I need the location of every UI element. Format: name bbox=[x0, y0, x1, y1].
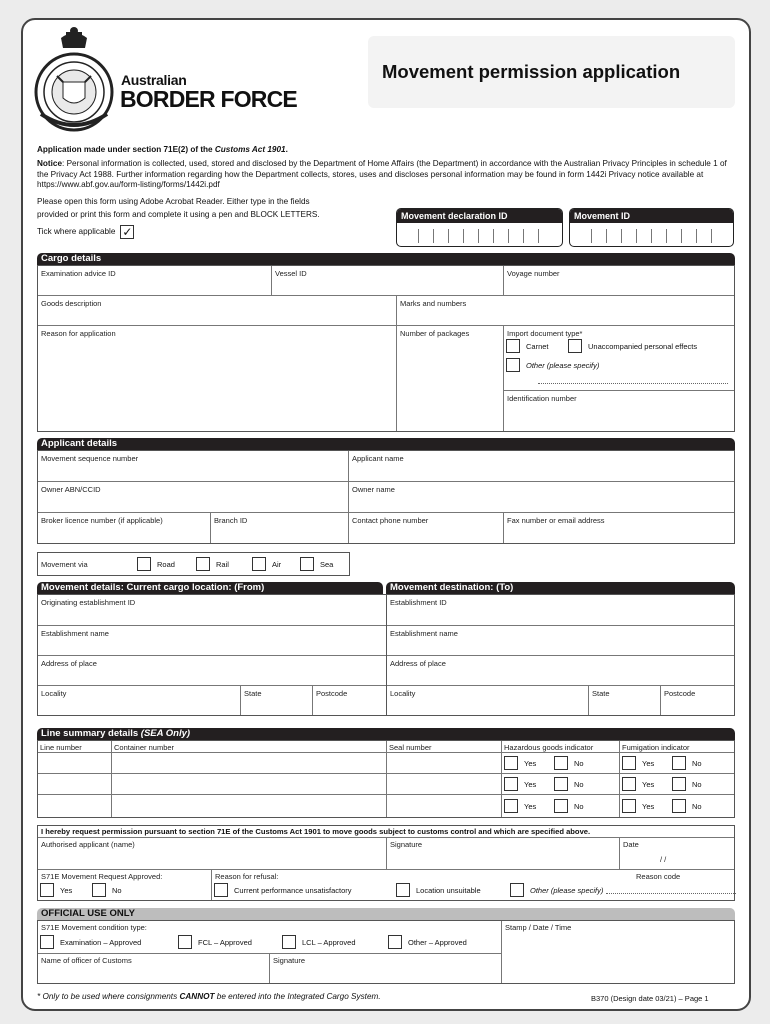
declaration-section bbox=[37, 825, 735, 901]
movement-sequence-number-field[interactable]: Movement sequence number bbox=[38, 451, 349, 482]
from-header: Movement details: Current cargo location: (From) bbox=[37, 582, 383, 594]
fumigation-yes-2[interactable]: Yes bbox=[622, 777, 654, 791]
fumigation-yes-1[interactable]: Yes bbox=[622, 756, 654, 770]
carnet-checkbox[interactable] bbox=[506, 339, 520, 353]
official-use-section bbox=[37, 920, 735, 984]
page-title: Movement permission application bbox=[382, 61, 681, 82]
vessel-id-field[interactable]: Vessel ID bbox=[272, 266, 504, 296]
col-line-number: Line number bbox=[38, 741, 112, 753]
applicant-details-header: Applicant details bbox=[37, 438, 735, 450]
fumigation-yes-3[interactable]: Yes bbox=[622, 799, 654, 813]
hazardous-no-2[interactable]: No bbox=[554, 777, 584, 791]
checkbox[interactable] bbox=[554, 799, 568, 813]
officer-signature-field[interactable]: Signature bbox=[270, 954, 502, 983]
table-row bbox=[620, 774, 734, 795]
refusal-performance[interactable]: Current performance unsatisfactory bbox=[214, 883, 352, 897]
voyage-number-field[interactable]: Voyage number bbox=[504, 266, 734, 296]
hazardous-yes-3[interactable]: Yes bbox=[504, 799, 536, 813]
checkbox[interactable] bbox=[504, 799, 518, 813]
checkbox[interactable] bbox=[672, 799, 686, 813]
movement-id-box bbox=[569, 208, 734, 247]
movement-via-air[interactable]: Air bbox=[252, 557, 281, 571]
to-postcode-field[interactable]: Postcode bbox=[664, 689, 696, 698]
fcl-checkbox[interactable] bbox=[178, 935, 192, 949]
to-locality-field[interactable]: Locality bbox=[387, 686, 589, 715]
to-establishment-id-field[interactable]: Establishment ID bbox=[387, 595, 734, 626]
fumigation-no-1[interactable]: No bbox=[672, 756, 702, 770]
refusal-other[interactable]: Other (please specify) bbox=[510, 883, 736, 897]
to-section bbox=[386, 594, 735, 716]
examination-checkbox[interactable] bbox=[40, 935, 54, 949]
table-row[interactable] bbox=[387, 795, 502, 817]
table-row[interactable] bbox=[38, 774, 112, 795]
condition-type-field: S71E Movement condition type: Examination – Approved FCL – Approved LCL – Approved Other – Approved bbox=[38, 921, 502, 954]
to-state-field[interactable]: State bbox=[589, 686, 661, 715]
fumigation-no-3[interactable]: No bbox=[672, 799, 702, 813]
footer-note: * Only to be used where consignments CANNOT be entered into the Integrated Cargo System. bbox=[37, 992, 381, 1001]
goods-description-field[interactable]: Goods description bbox=[38, 296, 397, 326]
unaccompanied-option[interactable]: Unaccompanied personal effects bbox=[568, 339, 697, 353]
s71e-approved-field: S71E Movement Request Approved: Yes No bbox=[38, 870, 212, 900]
contact-phone-field[interactable]: Contact phone number bbox=[349, 513, 504, 543]
hazardous-no-3[interactable]: No bbox=[554, 799, 584, 813]
rail-checkbox[interactable] bbox=[196, 557, 210, 571]
condition-fcl[interactable]: FCL – Approved bbox=[178, 935, 252, 949]
movement-declaration-id-label: Movement declaration ID bbox=[397, 209, 562, 223]
cargo-details-header: Cargo details bbox=[37, 253, 735, 265]
identification-number-field[interactable]: Identification number bbox=[507, 394, 577, 403]
approved-yes-checkbox[interactable] bbox=[40, 883, 54, 897]
other-specify-line[interactable] bbox=[538, 383, 728, 384]
reason-for-application-field[interactable]: Reason for application bbox=[38, 326, 397, 431]
location-checkbox[interactable] bbox=[396, 883, 410, 897]
to-address-field[interactable]: Address of place bbox=[387, 656, 734, 686]
table-row[interactable] bbox=[38, 753, 112, 774]
applicant-name-field[interactable]: Applicant name bbox=[349, 451, 734, 482]
to-establishment-name-field[interactable]: Establishment name bbox=[387, 626, 734, 656]
org-name-line1: Australian bbox=[121, 72, 187, 88]
line-summary-header: Line summary details (SEA Only) bbox=[37, 728, 735, 740]
declaration-date-field[interactable]: Date / / bbox=[620, 838, 734, 870]
table-row bbox=[620, 753, 734, 774]
movement-via-sea[interactable]: Sea bbox=[300, 557, 333, 571]
number-of-packages-field[interactable]: Number of packages bbox=[397, 326, 504, 431]
instruction-line1: Please open this form using Adobe Acrobat Reader. Either type in the fields bbox=[37, 197, 310, 206]
originating-establishment-id-field[interactable]: Originating establishment ID bbox=[38, 595, 387, 626]
movement-via-road[interactable]: Road bbox=[137, 557, 175, 571]
from-locality-field[interactable]: Locality bbox=[38, 686, 241, 715]
table-row[interactable] bbox=[112, 774, 387, 795]
movement-id-input[interactable] bbox=[576, 229, 733, 243]
lcl-checkbox[interactable] bbox=[282, 935, 296, 949]
from-section bbox=[37, 594, 386, 716]
to-header: Movement destination: (To) bbox=[386, 582, 735, 594]
air-checkbox[interactable] bbox=[252, 557, 266, 571]
movement-declaration-id-input[interactable] bbox=[403, 229, 562, 243]
owner-name-field[interactable]: Owner name bbox=[349, 482, 734, 513]
checkbox[interactable] bbox=[622, 799, 636, 813]
checkbox[interactable] bbox=[554, 777, 568, 791]
made-under: Application made under section 71E(2) of the Customs Act 1901. bbox=[37, 145, 288, 154]
condition-other[interactable]: Other – Approved bbox=[388, 935, 467, 949]
condition-examination[interactable]: Examination – Approved bbox=[40, 935, 141, 949]
applicant-details-section bbox=[37, 450, 735, 544]
table-row[interactable] bbox=[387, 774, 502, 795]
table-row bbox=[620, 795, 734, 817]
instruction-line2: provided or print this form and complete it using a pen and BLOCK LETTERS. bbox=[37, 210, 320, 219]
hazardous-yes-1[interactable]: Yes bbox=[504, 756, 536, 770]
examination-advice-id-field[interactable]: Examination advice ID bbox=[38, 266, 272, 296]
hazardous-no-1[interactable]: No bbox=[554, 756, 584, 770]
authorised-applicant-field[interactable]: Authorised applicant (name) bbox=[38, 838, 387, 870]
other-checkbox[interactable] bbox=[506, 358, 520, 372]
movement-declaration-id-box bbox=[396, 208, 563, 247]
checkbox[interactable] bbox=[622, 756, 636, 770]
approved-no[interactable]: No bbox=[92, 883, 122, 897]
privacy-notice: Notice: Personal information is collected, used, stored and disclosed by the Department of Home Affairs (the Department) in accordance with the Australian Privacy Principles in schedule 1 of the Privacy Act 1988. Further information regarding how the Department collects, stores, uses and discloses personal information may be found in form 1442i Privacy notice available at https://www.abf.gov.au/form-listing/forms/1442i.pdf bbox=[37, 159, 727, 189]
movement-via-rail[interactable]: Rail bbox=[196, 557, 229, 571]
table-row[interactable] bbox=[112, 795, 387, 817]
form-sheet bbox=[21, 18, 751, 1011]
hazardous-yes-2[interactable]: Yes bbox=[504, 777, 536, 791]
tick-where-applicable: Tick where applicable ✓ bbox=[37, 225, 133, 239]
from-address-field[interactable]: Address of place bbox=[38, 656, 387, 686]
col-hazardous: Hazardous goods indicator bbox=[502, 741, 620, 753]
approved-yes[interactable]: Yes bbox=[40, 883, 72, 897]
stamp-date-time-field[interactable]: Stamp / Date / Time bbox=[505, 923, 572, 932]
owner-abn-ccid-field[interactable]: Owner ABN/CCID bbox=[38, 482, 349, 513]
checkbox[interactable] bbox=[504, 777, 518, 791]
col-container-number: Container number bbox=[112, 741, 387, 753]
checkbox[interactable] bbox=[622, 777, 636, 791]
marks-and-numbers-field[interactable]: Marks and numbers bbox=[397, 296, 734, 326]
org-name-line2: BORDER FORCE bbox=[120, 86, 297, 112]
approved-no-checkbox[interactable] bbox=[92, 883, 106, 897]
other-option[interactable]: Other (please specify) bbox=[506, 358, 599, 372]
table-row bbox=[502, 753, 620, 774]
col-seal-number: Seal number bbox=[387, 741, 502, 753]
refusal-field: Reason for refusal: Reason code Current performance unsatisfactory Location unsuitable Other (please specify) bbox=[212, 870, 734, 900]
from-state-field[interactable]: State bbox=[241, 686, 313, 715]
officer-name-field[interactable]: Name of officer of Customs bbox=[38, 954, 270, 983]
branch-id-field[interactable]: Branch ID bbox=[211, 513, 349, 543]
checkbox[interactable] bbox=[672, 756, 686, 770]
import-document-type-field: Import document type* Carnet Unaccompanied personal effects Other (please specify) bbox=[504, 326, 734, 391]
unaccompanied-checkbox[interactable] bbox=[568, 339, 582, 353]
cargo-details-section bbox=[37, 265, 735, 432]
from-establishment-name-field[interactable]: Establishment name bbox=[38, 626, 387, 656]
refusal-location[interactable]: Location unsuitable bbox=[396, 883, 481, 897]
official-use-header: OFFICIAL USE ONLY bbox=[37, 908, 735, 920]
col-fumigation: Fumigation indicator bbox=[620, 741, 734, 753]
line-summary-table bbox=[37, 740, 735, 818]
border-force-crest bbox=[33, 26, 115, 134]
sea-checkbox[interactable] bbox=[300, 557, 314, 571]
carnet-option[interactable]: Carnet bbox=[506, 339, 549, 353]
fax-or-email-field[interactable]: Fax number or email address bbox=[507, 516, 605, 525]
performance-checkbox[interactable] bbox=[214, 883, 228, 897]
condition-other-checkbox[interactable] bbox=[388, 935, 402, 949]
road-checkbox[interactable] bbox=[137, 557, 151, 571]
tick-example-box: ✓ bbox=[122, 225, 133, 239]
checkbox[interactable] bbox=[504, 756, 518, 770]
table-row[interactable] bbox=[387, 753, 502, 774]
table-row bbox=[502, 795, 620, 817]
title-panel bbox=[368, 36, 735, 108]
page-reference: B370 (Design date 03/21) – Page 1 bbox=[591, 994, 709, 1003]
fumigation-no-2[interactable]: No bbox=[672, 777, 702, 791]
table-row[interactable] bbox=[112, 753, 387, 774]
from-postcode-field[interactable]: Postcode bbox=[313, 686, 387, 715]
checkbox[interactable] bbox=[672, 777, 686, 791]
broker-licence-field[interactable]: Broker licence number (if applicable) bbox=[38, 513, 211, 543]
refusal-other-checkbox[interactable] bbox=[510, 883, 524, 897]
declaration-statement: I hereby request permission pursuant to section 71E of the Customs Act 1901 to move goods subject to customs control and which are specified above. bbox=[38, 826, 734, 838]
movement-via-section: Movement via Road Rail Air Sea bbox=[37, 552, 350, 576]
declaration-signature-field[interactable]: Signature bbox=[387, 838, 620, 870]
movement-id-label: Movement ID bbox=[570, 209, 733, 223]
table-row bbox=[502, 774, 620, 795]
table-row[interactable] bbox=[38, 795, 112, 817]
checkbox[interactable] bbox=[554, 756, 568, 770]
condition-lcl[interactable]: LCL – Approved bbox=[282, 935, 356, 949]
